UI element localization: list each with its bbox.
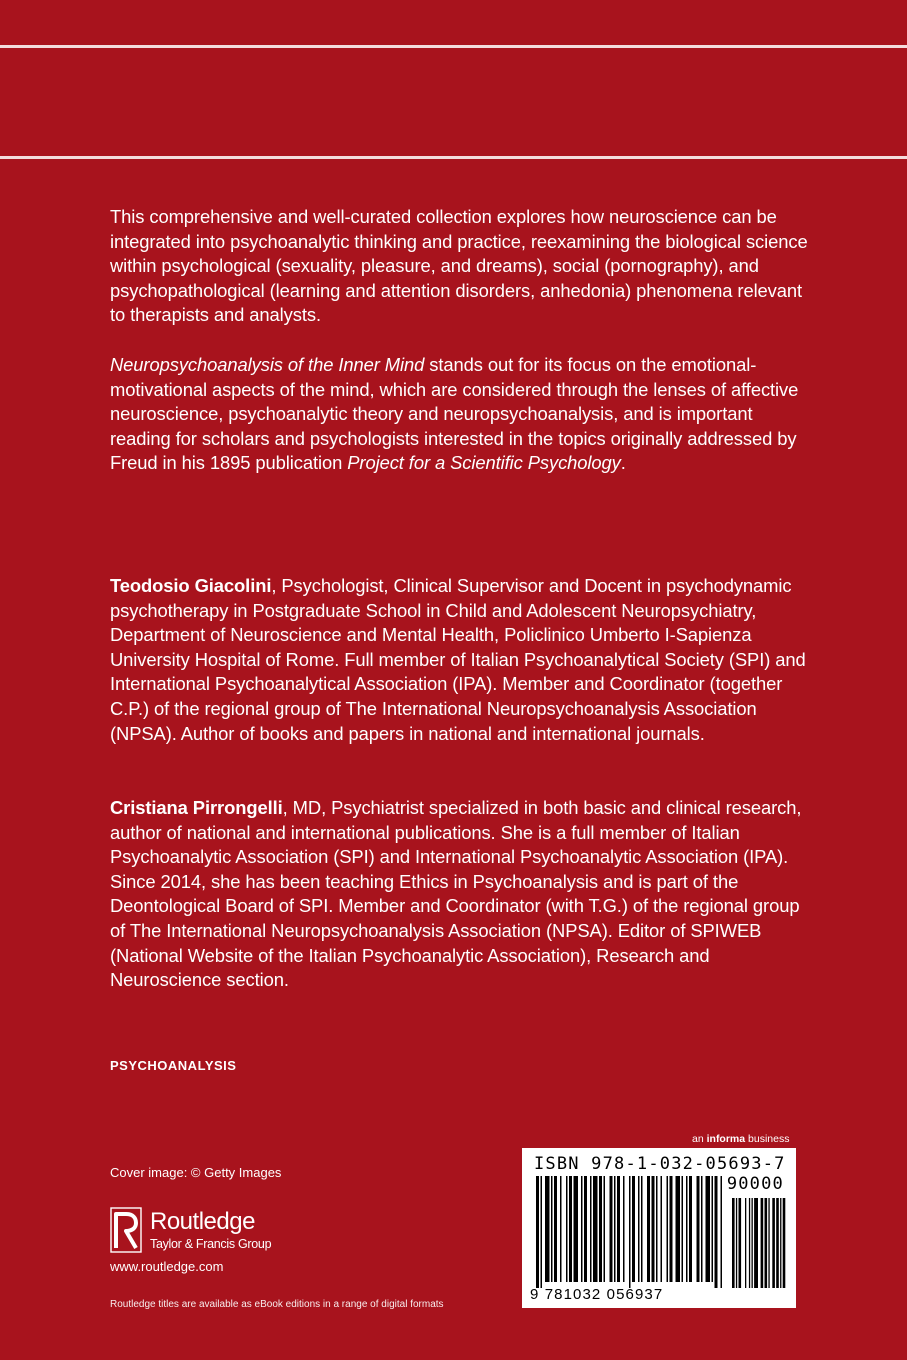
author-bio-pirrongelli	[110, 796, 810, 993]
barcode-bar	[682, 1176, 684, 1282]
barcode-bar	[593, 1176, 598, 1282]
barcode-bar	[536, 1176, 539, 1288]
addon-barcode-bar	[783, 1198, 786, 1288]
publisher-website[interactable]: www.routledge.com	[110, 1259, 224, 1274]
barcode-bar	[638, 1176, 640, 1282]
publisher-group: Taylor & Francis Group	[150, 1237, 272, 1251]
barcode-bar	[560, 1176, 562, 1282]
price-code: 90000	[726, 1174, 784, 1194]
second-divider-line	[0, 156, 907, 159]
barcode-bar	[701, 1176, 703, 1282]
subject-category: PSYCHOANALYSIS	[110, 1058, 237, 1073]
barcode-bar	[584, 1176, 587, 1282]
routledge-r-icon	[110, 1206, 142, 1256]
barcode-bar	[641, 1176, 643, 1282]
barcode-bar	[541, 1176, 543, 1288]
isbn-label: ISBN 978-1-032-05693-7	[534, 1154, 786, 1174]
author-bio-giacolini	[110, 574, 810, 746]
author-name: Teodosio Giacolini	[110, 575, 272, 596]
barcode-bar	[706, 1176, 711, 1282]
barcode-bar	[610, 1176, 613, 1282]
barcode-bar	[590, 1176, 592, 1282]
addon-barcode-bar	[732, 1198, 735, 1288]
barcode-bars	[532, 1176, 792, 1288]
barcode-bar	[670, 1176, 673, 1282]
barcode-bar	[721, 1176, 723, 1288]
barcode-bar	[551, 1176, 553, 1282]
barcode-bar	[614, 1176, 616, 1282]
barcode-bar	[599, 1176, 602, 1282]
publisher-name: Routledge	[150, 1208, 255, 1235]
barcode-bar	[617, 1176, 620, 1282]
addon-barcode-bar	[772, 1198, 775, 1288]
barcode-bar	[629, 1176, 631, 1288]
addon-barcode-bar	[765, 1198, 768, 1288]
isbn-barcode-box	[522, 1148, 796, 1308]
addon-barcode-bar	[780, 1198, 781, 1288]
barcode-bar	[623, 1176, 625, 1282]
barcode-bar	[676, 1176, 681, 1282]
description-paragraph-2: Neuropsychoanalysis of the Inner Mind stands out for its focus on the emotional-motivational aspects of the mind, which are considered through the lenses of affective neuroscience, psychoanalytic theory and neuropsychoanalysis, and is important reading for scholars and psychologists interested in the topics originally addressed by Freud in his 1895 publication Project for a Scientific Psychology.	[110, 354, 799, 474]
barcode-bar	[647, 1176, 650, 1282]
barcode-bar	[667, 1176, 669, 1282]
barcode-bar	[686, 1176, 688, 1282]
barcode-bar	[652, 1176, 655, 1282]
author-bio-text: , Psychologist, Clinical Supervisor and Docent in psychodynamic psychotherapy in Postgraduate School in Child and Adolescent Neuropsychiatry, Department of Neuroscience and Mental Health, Policlinico Umberto I-Sapienza University Hospital of Rome. Full member of Italian Psychoanalytical Society (SPI) and International Psychoanalytical Association (IPA). Member and Coordinator (together C.P.) of the regional group of The International Neuropsychoanalysis Association (NPSA). Author of books and papers in national and international journals.	[110, 575, 806, 744]
addon-barcode-bar	[736, 1198, 737, 1288]
addon-barcode-bar	[752, 1198, 753, 1288]
barcode-bar	[712, 1176, 714, 1282]
author-bio-text: , MD, Psychiatrist specialized in both basic and clinical research, author of national and international publications. She is a full member of Italian Psychoanalytic Association (SPI) and International Psychoanalytic Association (IPA). Since 2014, she has been teaching Ethics in Psychoanalysis and is part of the Deontological Board of SPI. Member and Coordinator (with T.G.) of the regional group of The International Neuropsychoanalysis Association (NPSA). Editor of SPIWEB (National Website of the Italian Psychoanalytic Association), Research and Neuroscience section.	[110, 797, 802, 991]
barcode-bar	[554, 1176, 557, 1282]
freud-publication-title: Project for a Scientific Psychology	[347, 452, 621, 474]
book-title: Neuropsychoanalysis of the Inner Mind	[110, 354, 425, 375]
addon-barcode-bar	[776, 1198, 779, 1288]
author-name: Cristiana Pirrongelli	[110, 797, 283, 818]
barcode-bar	[689, 1176, 692, 1282]
informa-brand: informa	[706, 1133, 746, 1145]
addon-barcode-bar	[754, 1198, 758, 1288]
barcode-bar	[569, 1176, 572, 1282]
description-text: stands out for its focus on the emotional-motivational aspects of the mind, which are considered through the lenses of affective neuroscience, psychoanalytic theory and neuropsychoanalysis, and is important reading for scholars and psychologists interested in the topics originally addressed by Freud in his 1895 publication	[110, 354, 799, 474]
routledge-logo	[110, 1206, 310, 1256]
addon-barcode-bar	[749, 1198, 750, 1288]
barcode-bar	[604, 1176, 606, 1282]
addon-barcode-bar	[761, 1198, 764, 1288]
barcode-bar	[656, 1176, 658, 1282]
cover-image-credit: Cover image: © Getty Images	[110, 1165, 282, 1180]
barcode-bar	[632, 1176, 635, 1282]
barcode-bar	[545, 1176, 550, 1282]
ebook-note: Routledge titles are available as eBook editions in a range of digital formats	[110, 1299, 444, 1310]
barcode-bar	[566, 1176, 568, 1282]
barcode-bar	[697, 1176, 700, 1282]
barcode-bar	[661, 1176, 663, 1282]
addon-barcode-bar	[745, 1198, 746, 1288]
informa-business-tag: an informa business	[692, 1133, 790, 1145]
barcode-bar	[715, 1176, 718, 1288]
ean-digits: 9 781032 056937	[530, 1286, 664, 1303]
barcode-bar	[574, 1176, 579, 1282]
addon-barcode-bar	[739, 1198, 742, 1288]
barcode-bar	[581, 1176, 583, 1282]
top-divider-line	[0, 45, 907, 48]
description-paragraph-1: This comprehensive and well-curated collection explores how neuroscience can be integrated into psychoanalytic thinking and practice, reexamining the biological science within psychological (sexuality, pleasure, and dreams), social (pornography), and psychopathological (learning and attention disorders, anhedonia) phenomena relevant to therapists and analysts.	[110, 206, 808, 326]
addon-barcode-bar	[768, 1198, 769, 1288]
